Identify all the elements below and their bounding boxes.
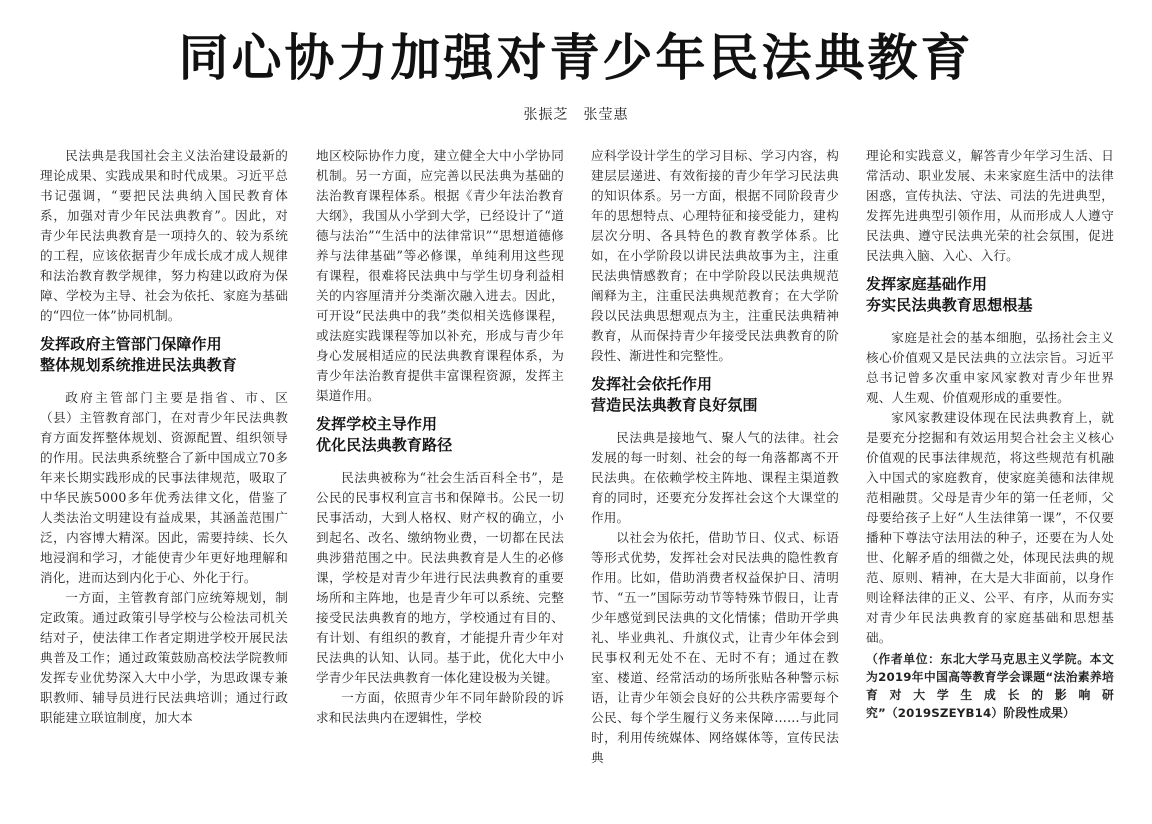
paragraph: 一方面，主管教育部门应统筹规划，制定政策。通过政策引导学校与公检法司机关结对子，使法律工作者定期进学校开展民法典普及工作；通过政策鼓励高校法学院教师发挥专业优势深入大中小学，为思政课专兼职教师、辅导员进行民法典培训；通过行政职能建立联谊制度，加大本 [40, 590, 288, 725]
section-heading-line: 营造民法典教育良好氛围 [591, 396, 758, 414]
paragraph: 民法典被称为“社会生活百科全书”，是公民的民事权利宣言书和保障书。公民一切民事活动，大到人格权、财产权的确立，小到起名、改名、缴纳物业费，一切都在民法典涉猎范围之中。民法典教育是人生的必修课，学校是对青少年进行民法典教育的重要场所和主阵地，也是青少年可以系统、完整接受民法典教育的地方，学校通过有目的、有计划、有组织的教育，才能提升青少年对民法典的认知、认同。基于此，优化大中小学青少年民法典教育一体化建设极为关键。 [316, 470, 564, 685]
section-heading-line: 发挥政府主管部门保障作用 [40, 335, 222, 353]
paragraph: 应科学设计学生的学习目标、学习内容，构建层层递进、有效衔接的青少年学习民法典的知识体系。另一方面，根据不同阶段青少年的思想特点、心理特征和接受能力，建构层次分明、各具特色的教育教学体系。比如，在小学阶段以讲民法典故事为主，注重民法典情感教育；在中学阶段以民法典规范阐释为主，注重民法典规范教育；在大学阶段以民法典思想观点为主，注重民法典精神教育，从而保持青少年接受民法典教育的阶段性、渐进性和完整性。 [591, 148, 839, 363]
text-column-2 [316, 146, 564, 822]
paragraph: 民法典是我国社会主义法治建设最新的理论成果、实践成果和时代成果。习近平总书记强调，“要把民法典纳入国民教育体系，加强对青少年民法典教育”。因此，对青少年民法典教育是一项持久的、较为系统的工程，应该依据青少年成长成才成人规律和法治教育教学规律，努力构建以政府为保障、学校为主导、社会为依托、家庭为基础的“四位一体”协同机制。 [40, 148, 288, 323]
text-column-1 [40, 146, 288, 822]
section-heading-line: 整体规划系统推进民法典教育 [40, 356, 237, 374]
paragraph: 民法典是接地气、聚人气的法律。社会发展的每一时刻、社会的每一角落都离不开民法典。在依赖学校主阵地、课程主渠道教育的同时，还要充分发挥社会这个大课堂的作用。 [591, 430, 839, 525]
text-column-3 [591, 146, 839, 822]
paragraph: 理论和实践意义，解答青少年学习生活、日常活动、职业发展、未来家庭生活中的法律困惑，宣传执法、守法、司法的先进典型，发挥先进典型引领作用，从而形成人人遵守民法典、遵守民法典光荣的社会氛围，促进民法典入脑、入心、入行。 [866, 148, 1114, 263]
section-heading-line: 发挥学校主导作用 [316, 415, 438, 433]
text-column-4 [866, 146, 1114, 822]
article-title: 同心协力加强对青少年民法典教育 [178, 29, 974, 87]
section-heading [40, 334, 288, 376]
author-note: （作者单位：东北大学马克思主义学院。本文为2019年中国高等教育学会课题“法治素养培育对大学生成长的影响研究”（2019SZEYB14）阶段性成果） [866, 652, 1114, 720]
section-heading-line: 优化民法典教育路径 [316, 436, 453, 454]
paragraph: 家风家教建设体现在民法典教育上，就是要充分挖掘和有效运用契合社会主义核心价值观的民事法律规范，将这些规范有机融入中国式的家庭教育，使家庭美德和法律规范相融贯。父母是青少年的第一任老师，父母要给孩子上好“人生法律第一课”，不仅要播种下尊法守法用法的种子，还要在为人处世、化解矛盾的细微之处，体现民法典的规范、原则、精神，在大是大非面前，以身作则诠释法律的正义、公平、有序，从而夯实对青少年民法典教育的家庭基础和思想基础。 [866, 410, 1114, 645]
paragraph: 家庭是社会的基本细胞，弘扬社会主义核心价值观又是民法典的立法宗旨。习近平总书记曾多次重申家风家教对青少年世界观、人生观、价值观形成的重要性。 [866, 330, 1114, 405]
paragraph: 地区校际协作力度，建立健全大中小学协同机制。另一方面，应完善以民法典为基础的法治教育课程体系。根据《青少年法治教育大纲》，我国从小学到大学，已经设计了“道德与法治”“生活中的法律常识”“思想道德修养与法律基础”等必修课，单纯利用这些现有课程，很难将民法典中与学生切身利益相关的内容厘清并分类渐次融入进去。因此，可开设“民法典中的我”类似相关选修课程，或法庭实践课程等加以补充，形成与青少年身心发展相适应的民法典教育课程体系，为青少年法治教育提供丰富课程资源，发挥主渠道作用。 [316, 148, 564, 403]
section-heading [591, 374, 839, 416]
byline: 张振芝 张莹惠 [523, 107, 629, 123]
paragraph: 一方面，依照青少年不同年龄阶段的诉求和民法典内在逻辑性，学校 [316, 690, 564, 725]
section-heading-line: 发挥社会依托作用 [591, 375, 713, 393]
paragraph: 政府主管部门主要是指省、市、区（县）主管教育部门，在对青少年民法典教育方面发挥整体规划、资源配置、组织领导的作用。民法典系统整合了新中国成立70多年来长期实践形成的民事法律规范，吸取了中华民族5000多年优秀法律文化，借鉴了人类法治文明建设有益成果，其涵盖范围广泛，内容博大精深。因此，需要持续、长久地浸润和学习，才能使青少年更好地理解和消化，进而达到内化于心、外化于行。 [40, 390, 288, 585]
paragraph: 以社会为依托，借助节日、仪式、标语等形式优势，发挥社会对民法典的隐性教育作用。比如，借助消费者权益保护日、清明节、“五一”国际劳动节等特殊节假日，让青少年感觉到民法典的文化情愫；借助开学典礼、毕业典礼、升旗仪式，让青少年体会到民事权利无处不在、无时不有；通过在教室、楼道、经常活动的场所张贴各种警示标语，让青少年领会良好的公共秩序需要每个公民、每个学生履行义务来保障……与此同时，利用传统媒体、网络媒体等，宣传民法典 [591, 530, 839, 765]
section-heading [866, 274, 1114, 316]
section-heading-line: 发挥家庭基础作用 [866, 275, 988, 293]
section-heading [316, 414, 564, 456]
section-heading-line: 夯实民法典教育思想根基 [866, 296, 1033, 314]
